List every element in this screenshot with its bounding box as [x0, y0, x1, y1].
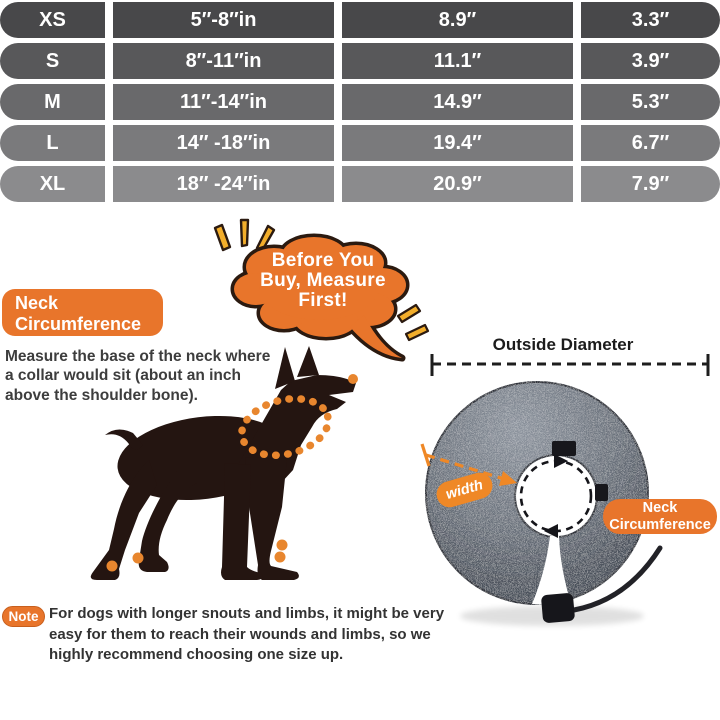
width-cell: 3.9″ — [581, 43, 720, 79]
leg-dot — [277, 540, 288, 551]
table-row — [0, 166, 720, 202]
note-text: For dogs with longer snouts and limbs, it might be very easy for them to reach their wounds and limbs, so we highly recommend choosing one size up. — [49, 605, 445, 664]
table-row — [0, 43, 720, 79]
neck-circumference-heading — [2, 289, 163, 336]
size-cell: XS — [0, 2, 105, 38]
outside-diameter-label: Outside Diameter — [492, 335, 634, 354]
size-cell: M — [0, 84, 105, 120]
outside-diameter-measure-line — [432, 354, 708, 376]
outside-diameter-cell: 14.9″ — [342, 84, 573, 120]
strap-tab — [552, 441, 576, 456]
outside-diameter-cell: 20.9″ — [342, 166, 573, 202]
table-row — [0, 84, 720, 120]
outside-diameter-cell: 8.9″ — [342, 2, 573, 38]
neck-size-cell: 18″ -24″in — [113, 166, 334, 202]
buckle — [541, 593, 575, 624]
table-row — [0, 2, 720, 38]
heading-line: Neck — [15, 293, 59, 313]
neck-circumference-label — [603, 499, 717, 534]
size-cell: S — [0, 43, 105, 79]
leg-dot — [133, 553, 144, 564]
callout-line: First! — [298, 290, 348, 312]
size-cell: L — [0, 125, 105, 161]
callout-line: Before You — [271, 250, 375, 271]
neck-circumference-circle — [521, 461, 591, 531]
label-line: Neck — [642, 500, 678, 517]
callout-line: Buy, Measure — [260, 270, 386, 292]
note-badge: Note — [2, 606, 45, 627]
leg-dot — [107, 561, 118, 572]
dog-illustration — [85, 345, 375, 590]
size-cell: XL — [0, 166, 105, 202]
outside-diameter-cell: 19.4″ — [342, 125, 573, 161]
neck-size-cell: 8″-11″in — [113, 43, 334, 79]
width-cell: 5.3″ — [581, 84, 720, 120]
nose-dot — [348, 374, 358, 384]
size-table — [0, 2, 720, 207]
callout-text — [247, 251, 399, 311]
strap-tab — [595, 484, 608, 501]
width-cell: 7.9″ — [581, 166, 720, 202]
table-row — [0, 125, 720, 161]
label-line: Circumference — [609, 516, 711, 533]
neck-size-cell: 5″-8″in — [113, 2, 334, 38]
leg-dot — [275, 552, 286, 563]
neck-size-cell: 11″-14″in — [113, 84, 334, 120]
outside-diameter-cell: 11.1″ — [342, 43, 573, 79]
width-cell: 6.7″ — [581, 125, 720, 161]
measure-instructions: Measure the base of the neck where a collar would sit (about an inch above the shoulder bone). — [5, 348, 271, 404]
width-label: width — [434, 470, 496, 511]
heading-line: Circumference — [15, 314, 142, 335]
width-cell: 3.3″ — [581, 2, 720, 38]
neck-size-cell: 14″ -18″in — [113, 125, 334, 161]
